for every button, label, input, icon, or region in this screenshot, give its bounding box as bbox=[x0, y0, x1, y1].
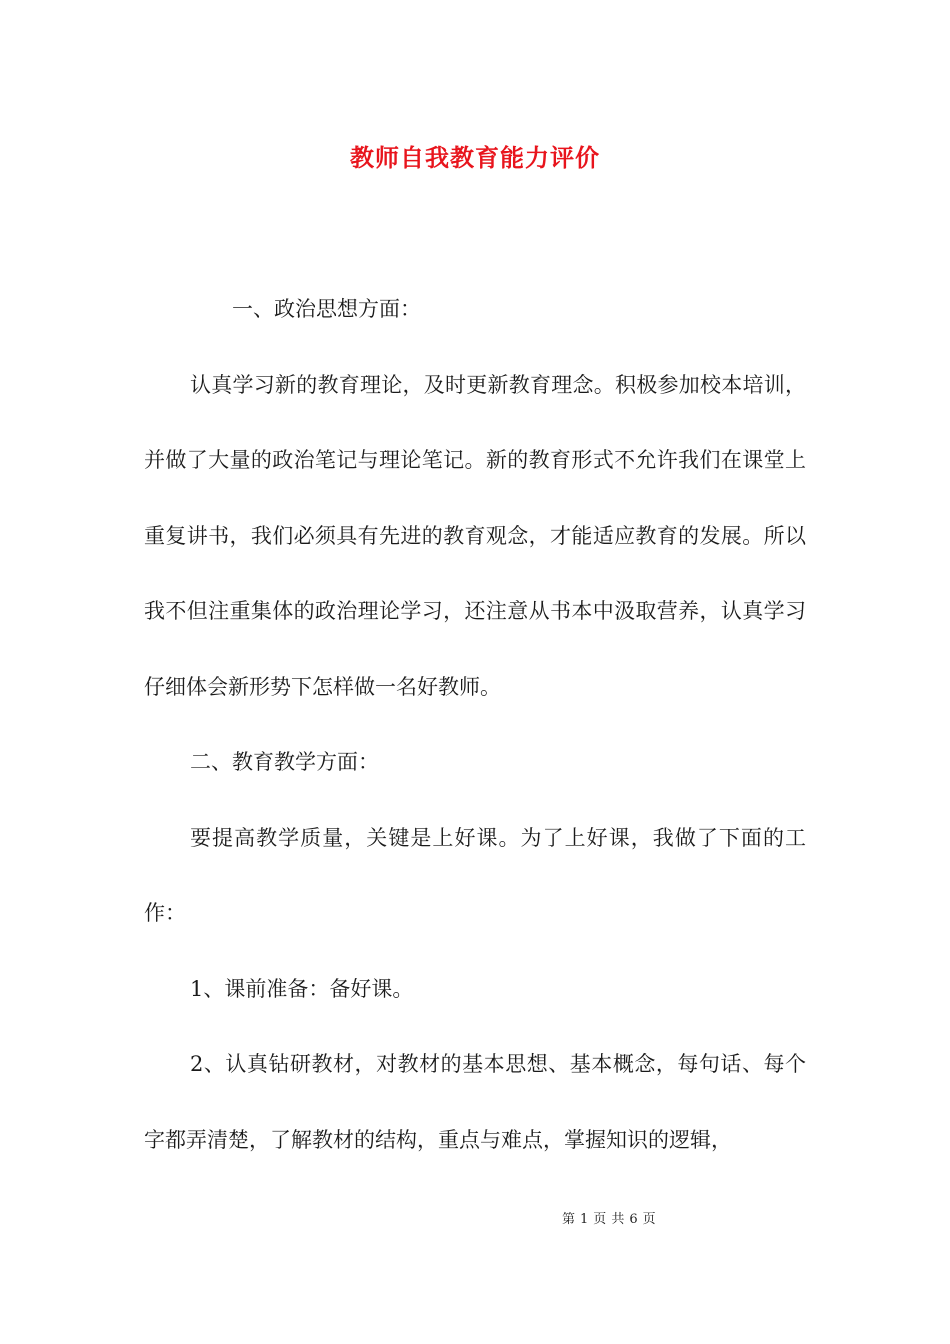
page-footer bbox=[560, 1208, 659, 1227]
section-heading-teaching: 二、教育教学方面： bbox=[190, 750, 379, 774]
paragraph-teaching-intro: 要提高教学质量，关键是上好课。为了上好课，我做了下面的工作： bbox=[144, 825, 806, 925]
footer-total-label: 共 bbox=[611, 1212, 626, 1227]
section-heading-politics: 一、政治思想方面： bbox=[232, 297, 421, 321]
list-item-2: 2、认真钻研教材，对教材的基本思想、基本概念，每句话、每个字都弄清楚，了解教材的结构，重点与难点，掌握知识的逻辑， bbox=[144, 1052, 806, 1152]
footer-page-unit: 页 bbox=[593, 1212, 608, 1227]
footer-total-pages: 6 bbox=[629, 1212, 639, 1227]
footer-prefix: 第 bbox=[562, 1212, 577, 1227]
footer-suffix: 页 bbox=[642, 1212, 657, 1227]
list-item-1: 1、课前准备：备好课。 bbox=[190, 976, 414, 1001]
paragraph-politics-body: 认真学习新的教育理论，及时更新教育理念。积极参加校本培训，并做了大量的政治笔记与理论笔记。新的教育形式不允许我们在课堂上重复讲书，我们必须具有先进的教育观念，才能适应教育的发展。所以我不但注重集体的政治理论学习，还注意从书本中汲取营养，认真学习仔细体会新形势下怎样做一名好教师。 bbox=[144, 372, 806, 699]
document-body bbox=[144, 272, 806, 1178]
footer-current-page: 1 bbox=[580, 1212, 590, 1227]
document-title: 教师自我教育能力评价 bbox=[350, 143, 600, 172]
